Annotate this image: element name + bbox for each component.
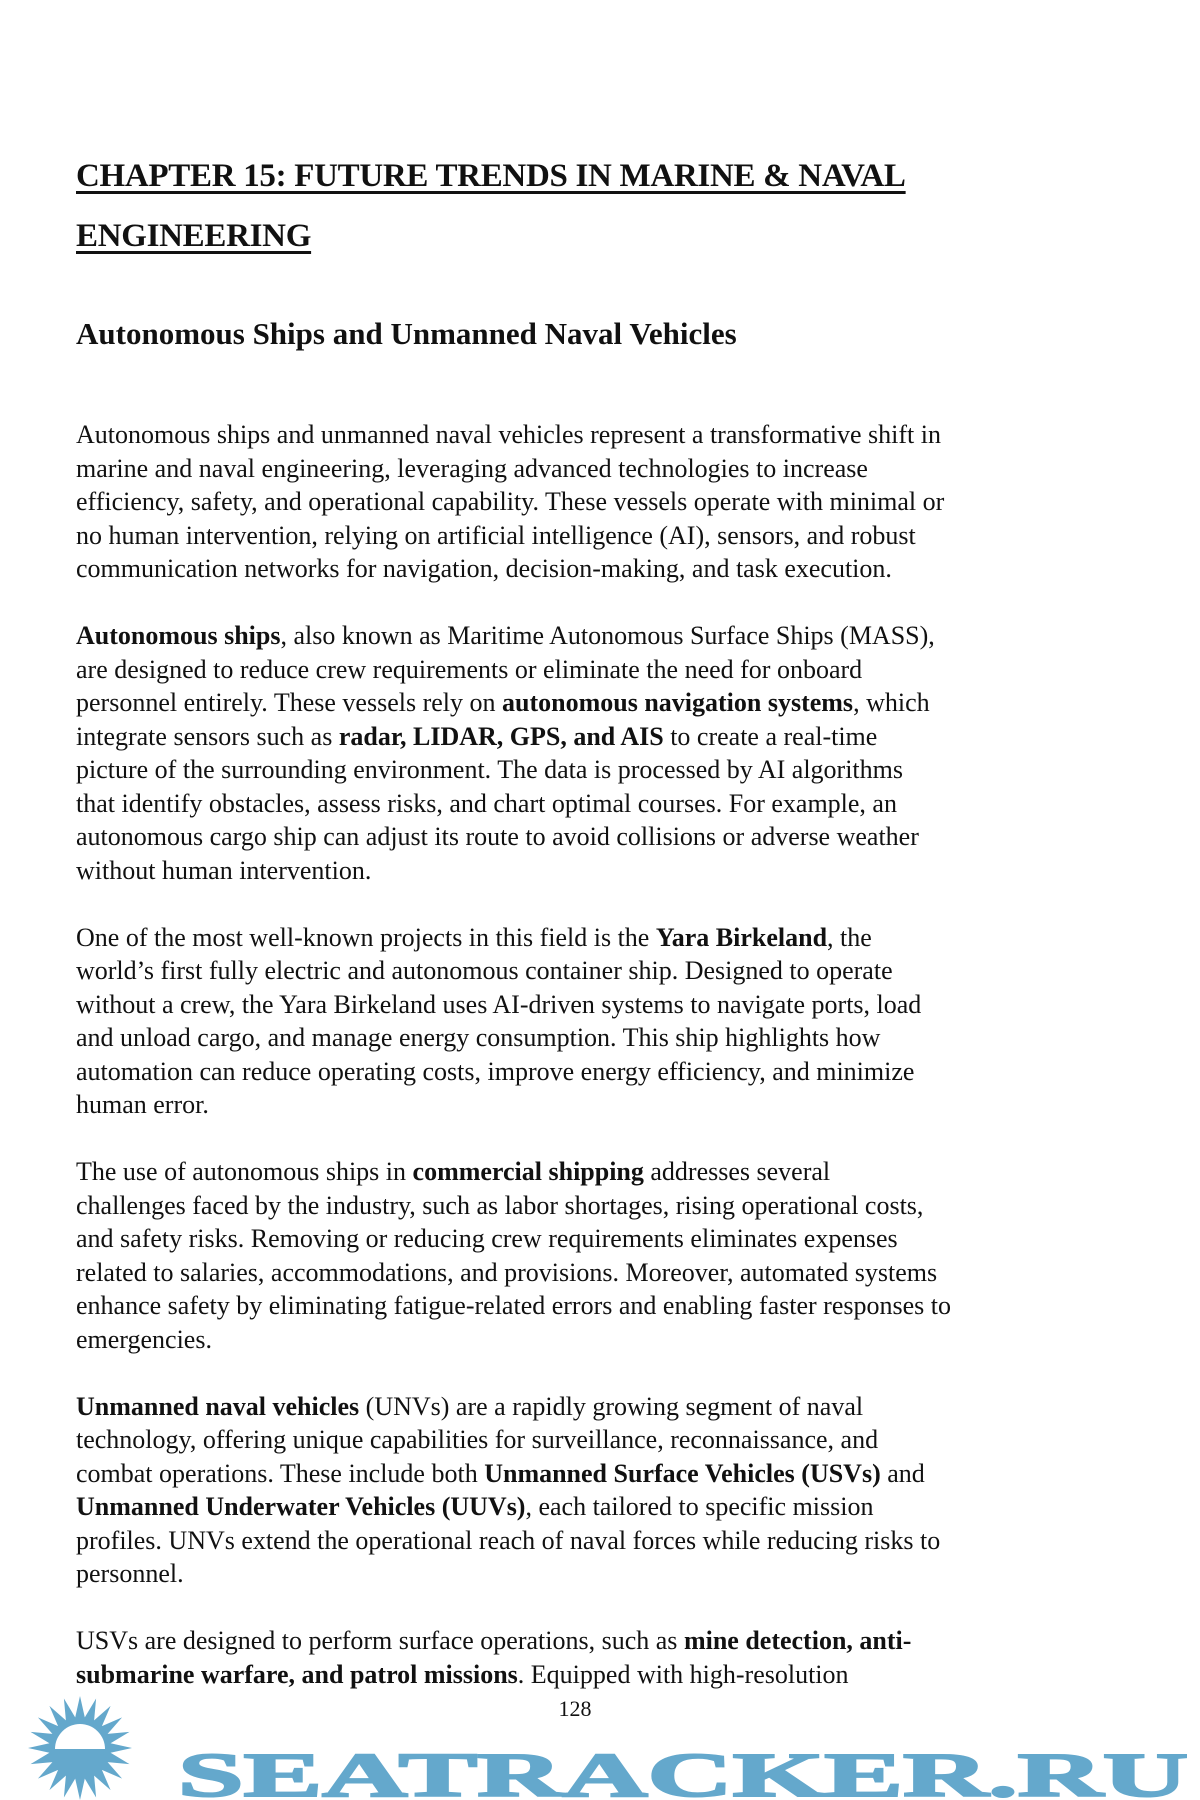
paragraph-gap <box>76 586 951 620</box>
text-line <box>76 921 951 955</box>
text-span: addresses several <box>643 1157 831 1186</box>
text-span: , the <box>827 922 872 952</box>
bold-text: Autonomous ships <box>76 621 281 650</box>
text-line <box>76 619 951 653</box>
text-span: without a crew, the Yara Birkeland uses AI-driven systems to navigate ports, load <box>76 989 922 1019</box>
bold-text: Unmanned naval vehicles <box>76 1391 360 1421</box>
text-span: Autonomous ships and unmanned naval vehicles represent a transformative shift in <box>76 420 942 449</box>
bold-text: mine detection, anti- <box>683 1626 912 1655</box>
text-span: that identify obstacles, assess risks, and chart optimal courses. For example, an <box>76 788 897 818</box>
text-span: no human intervention, relying on artificial intelligence (AI), sensors, and robust <box>76 520 916 550</box>
bold-text: Yara Birkeland <box>655 922 828 952</box>
chapter-title-line-2: ENGINEERING <box>76 218 312 254</box>
page-number: 128 <box>558 1696 592 1721</box>
text-line <box>76 1490 951 1524</box>
text-span: . Equipped with high-resolution <box>517 1659 849 1689</box>
text-line <box>76 1323 951 1357</box>
text-span: and safety risks. Removing or reducing crew requirements eliminates expenses <box>76 1224 898 1253</box>
text-span: technology, offering unique capabilities for surveillance, reconnaissance, and <box>76 1425 879 1454</box>
paragraph <box>76 619 951 887</box>
text-span: integrate sensors such as <box>76 721 339 751</box>
bold-text: Unmanned Underwater Vehicles (UUVs) <box>76 1492 526 1521</box>
text-span: related to salaries, accommodations, and provisions. Moreover, automated systems <box>76 1257 938 1287</box>
text-line <box>76 452 951 486</box>
text-line <box>76 418 951 452</box>
text-line <box>76 753 951 787</box>
text-line <box>76 1557 951 1591</box>
text-span: , also known as Maritime Autonomous Surface Ships (MASS), <box>280 621 935 650</box>
text-line <box>76 1222 951 1256</box>
text-span: to create a real-time <box>663 721 878 751</box>
text-line <box>76 1457 951 1491</box>
text-line <box>76 686 951 720</box>
section-heading: Autonomous Ships and Unmanned Naval Vehicles <box>76 316 737 351</box>
text-line <box>76 720 951 754</box>
text-span: combat operations. These include both <box>76 1458 485 1488</box>
text-line <box>76 552 951 586</box>
paragraph <box>76 418 951 586</box>
text-span: are designed to reduce crew requirements or eliminate the need for onboard <box>76 654 863 684</box>
text-span: automation can reduce operating costs, improve energy efficiency, and minimize <box>76 1056 915 1086</box>
bold-text: commercial shipping <box>412 1157 644 1186</box>
text-span: , each tailored to specific mission <box>525 1492 874 1521</box>
paragraph <box>76 1390 951 1591</box>
text-line <box>76 954 951 988</box>
text-line <box>76 1289 951 1323</box>
text-span: One of the most well-known projects in this field is the <box>76 922 656 952</box>
text-line <box>76 988 951 1022</box>
bold-text: Unmanned Surface Vehicles (USVs) <box>484 1458 881 1488</box>
text-span: challenges faced by the industry, such as labor shortages, rising operational costs, <box>76 1190 924 1220</box>
bold-text: submarine warfare, and patrol missions <box>76 1659 518 1689</box>
paragraph-gap <box>76 1591 951 1625</box>
text-span: picture of the surrounding environment. The data is processed by AI algorithms <box>76 755 903 784</box>
text-span: enhance safety by eliminating fatigue-related errors and enabling faster responses to <box>76 1291 951 1320</box>
paragraph <box>76 1155 951 1356</box>
text-line <box>76 1256 951 1290</box>
text-span: personnel. <box>76 1559 184 1588</box>
text-line <box>76 1624 951 1658</box>
text-line <box>76 1021 951 1055</box>
text-line <box>76 485 951 519</box>
text-line <box>76 854 951 888</box>
text-line <box>76 1524 951 1558</box>
bold-text: radar, LIDAR, GPS, and AIS <box>338 721 664 751</box>
text-line <box>76 787 951 821</box>
paragraph <box>76 921 951 1122</box>
paragraph-gap <box>76 1356 951 1390</box>
text-line <box>76 1189 951 1223</box>
text-span: human error. <box>76 1090 209 1119</box>
text-span: autonomous cargo ship can adjust its route to avoid collisions or adverse weather <box>76 822 919 851</box>
bold-text: autonomous navigation systems <box>502 688 854 717</box>
text-line <box>76 1055 951 1089</box>
text-line <box>76 1155 951 1189</box>
paragraph-gap <box>76 887 951 921</box>
text-span: personnel entirely. These vessels rely on <box>76 688 502 717</box>
text-span: and unload cargo, and manage energy consumption. This ship highlights how <box>76 1023 881 1052</box>
text-span: and <box>880 1458 925 1488</box>
text-span: world’s first fully electric and autonomous container ship. Designed to operate <box>76 956 893 985</box>
text-line <box>76 1423 951 1457</box>
text-line <box>76 820 951 854</box>
text-line <box>76 519 951 553</box>
text-line <box>76 1390 951 1424</box>
text-span: marine and naval engineering, leveraging advanced technologies to increase <box>76 453 868 483</box>
text-span: communication networks for navigation, decision-making, and task execution. <box>76 554 892 583</box>
paragraph <box>76 1624 951 1691</box>
text-line <box>76 1658 951 1692</box>
chapter-title-line-1: CHAPTER 15: FUTURE TRENDS IN MARINE & NAVAL <box>76 158 906 194</box>
text-span: efficiency, safety, and operational capability. These vessels operate with minimal or <box>76 487 945 516</box>
text-line <box>76 1088 951 1122</box>
paragraph-gap <box>76 1122 951 1156</box>
watermark-text: SEATRACKER.RU <box>178 1742 1188 1800</box>
text-span: The use of autonomous ships in <box>76 1157 413 1186</box>
text-line <box>76 653 951 687</box>
text-span: USVs are designed to perform surface operations, such as <box>76 1626 684 1655</box>
text-span: profiles. UNVs extend the operational reach of naval forces while reducing risks to <box>76 1525 941 1555</box>
body-text <box>76 418 951 1691</box>
text-span: (UNVs) are a rapidly growing segment of naval <box>359 1391 864 1421</box>
text-span: emergencies. <box>76 1324 212 1354</box>
text-span: without human intervention. <box>76 855 372 885</box>
text-span: , which <box>853 688 930 717</box>
